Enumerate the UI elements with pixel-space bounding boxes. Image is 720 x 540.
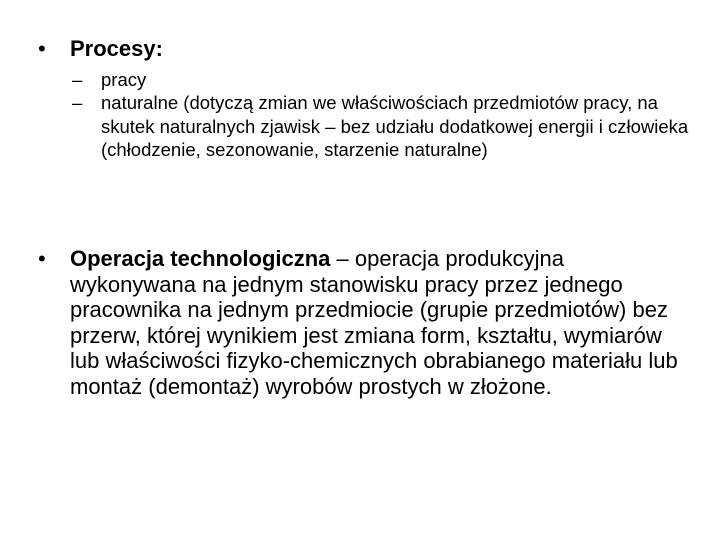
bullet-marker: •: [38, 36, 46, 61]
bullet-procesy: [36, 36, 696, 162]
sub-item-naturalne: [72, 91, 696, 162]
dash-marker: –: [72, 92, 83, 113]
procesy-sub-list: [72, 68, 696, 162]
sub-item-text: pracy: [101, 68, 147, 90]
sub-item-pracy: [72, 68, 696, 92]
operacja-term: Operacja technologiczna: [70, 246, 331, 271]
procesy-heading: Procesy:: [70, 36, 163, 61]
bullet-marker: •: [38, 246, 46, 271]
operacja-paragraph: [70, 246, 696, 399]
dash-marker: –: [72, 68, 83, 90]
sub-item-text: naturalne (dotyczą zmian we właściwościach przedmiotów pracy, na skutek naturalnych zjawisk – bez udziału dodatkowej energii i człowieka (chłodzenie, sezonowanie, starzenie naturalne): [101, 92, 689, 160]
operacja-definition: – operacja produkcyjna wykonywana na jednym stanowisku pracy przez jednego pracownika na jednym przedmiocie (grupie przedmiotów) bez przerw, której wynikiem jest zmiana form, kształtu, wymiarów lub właściwości fizyko-chemicznych obrabianego materiału lub montaż (demontaż) wyrobów prostych w złożone.: [70, 246, 678, 399]
bullet-operacja: [36, 246, 696, 399]
